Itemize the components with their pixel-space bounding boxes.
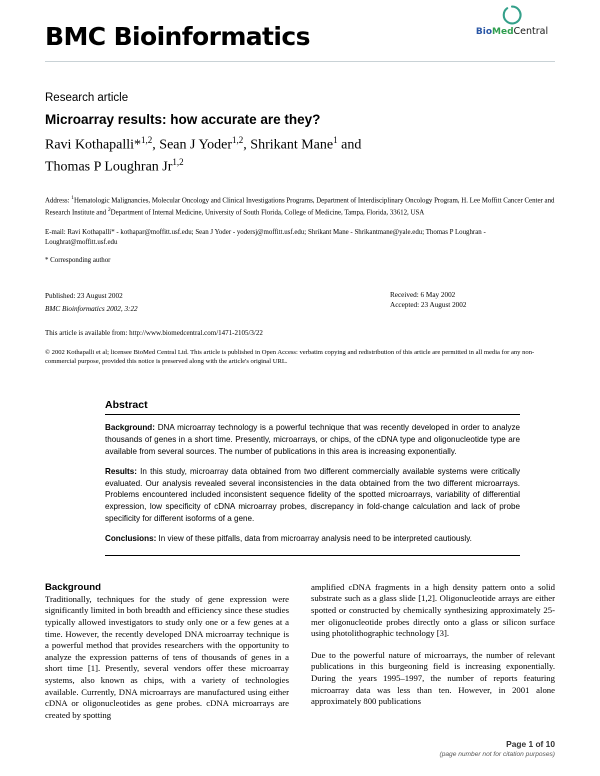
journal-citation: BMC Bioinformatics 2002, 3:22 [45,304,138,313]
masthead-divider [45,61,555,62]
affiliation-marker-1: 1 [71,195,74,202]
abstract-heading: Abstract [105,399,148,412]
received-date: Received: 6 May 2002 [390,290,456,299]
biomed-central-wordmark [469,27,555,37]
author-4-affiliation: 1,2 [172,157,184,168]
logo-central-text: Central [513,26,549,37]
abstract-background-paragraph [105,422,520,457]
body-columns [45,582,555,722]
article-url-line[interactable]: This article is available from: http://www.biomedcentral.com/1471-2105/3/22 [45,328,263,337]
publication-dates-block [45,290,555,324]
page-footer [440,739,555,758]
abstract-background-text: DNA microarray technology is a powerful technique that was recently developed in order to analyze thousands of genes in a short time. Presently, microarrays, or chips, of the cDNA type and oligonucleotide type are available from several sources. The number of publications in this area is increasing exponentially. [105,423,520,456]
published-date: Published: 23 August 2002 [45,291,123,300]
abstract-results-text: In this study, microarray data obtained from two different commercially available systems were critically evaluated. Our analysis revealed several inconsistencies in the data obtained from the two different microarrays. Problems encountered included inconsistent sequence fidelity of the spotted microarrays, variability of differential expression, low specificity of cDNA microarray probes, discrepancy in fold-change calculation and lack of probe specificity for different isoforms of a gene. [105,467,520,523]
affiliation-text-2: Department of Internal Medicine, University of South Florida, College of Medicine, Tampa, Florida, 33612, USA [110,209,425,217]
author-3-affiliation: 1 [333,135,338,145]
page-number-note: (page number not for citation purposes) [439,751,555,758]
body-left-paragraph-1: Traditionally, techniques for the study of gene expression were significantly limited in both breadth and efficiency since these studies typically allowed investigators to study only one or a few genes at a time. However, the recently developed DNA microarray technique is a powerful method that provides researchers with the opportunity to analyze the expression patterns of tens of thousands of genes in a short time [1]. Presently, several vendors offer these microarray systems, also known as chips, with a variety of technologies available. Currently, DNA microarrays are manufactured using either cDNA or oligonucleotides as gene probes. cDNA microarrays are created by spotting [45,593,289,720]
affiliation-text-1: Hematologic Malignancies, Molecular Oncology and Clinical Investigations Programs, Department of Interdisciplinary Oncology Program, H. Lee Moffitt Cancer Center and Research Institute and [45,197,555,217]
title-block [45,92,555,176]
abstract-background-label: Background: [105,423,155,433]
dates-left-column [45,290,555,316]
body-right-paragraph-2: Due to the powerful nature of microarrays, the number of relevant publications in this burgeoning field is increasing exponentially. During the years 1995–1997, the number of reports featuring microarray data was less than ten. However, in 2001 alone approximately 800 publications [311,649,555,707]
author-conjunction: and [337,137,362,153]
section-heading-background: Background [45,581,101,593]
email-block[interactable]: E-mail: Ravi Kothapalli* - kothapar@moffitt.usf.edu; Sean J Yoder - yodersj@moffitt.usf.edu; Shrikant Mane - Shrikantmane@yale.edu; Thomas P Loughran - Loughrat@moffitt.usf.edu [45,229,486,246]
accepted-date: Accepted: 23 August 2002 [390,301,467,310]
address-label: Address: [45,197,72,205]
body-column-left [45,582,289,722]
dates-right-column [390,290,466,311]
journal-title: BMC Bioinformatics [45,22,310,51]
logo-med-text: Med [492,27,514,37]
abstract-results-paragraph [105,466,520,524]
abstract-conclusions-label: Conclusions: [105,534,157,544]
author-3: , Shrikant Mane [243,137,334,153]
author-1: Ravi Kothapalli* [45,137,142,153]
abstract-body [105,415,520,544]
affiliation-marker-2: 2 [107,207,111,214]
article-title: Microarray results: how accurate are they? [45,112,321,127]
abstract-bottom-divider [105,555,520,556]
author-2: , Sean J Yoder [152,137,233,153]
author-list [45,132,555,176]
logo-bio-text: Bio [475,27,493,37]
body-column-right [311,582,555,722]
corresponding-author-note: * Corresponding author [45,257,111,265]
article-type-label: Research article [45,92,129,104]
author-1-affiliation: 1,2 [141,135,153,145]
abstract-section [105,399,520,555]
author-2-affiliation: 1,2 [232,135,244,145]
abstract-conclusions-text: In view of these pitfalls, data from microarray analysis need to be interpreted cautiously. [156,534,472,544]
page-number: Page 1 of 10 [506,739,555,749]
abstract-conclusions-paragraph [105,533,520,545]
biomed-central-logo[interactable] [469,4,555,37]
copyright-notice: © 2002 Kothapalli et al; licensee BioMed Central Ltd. This article is published in Open Access: verbatim copying and redistribution of this article are permitted in all media for any non-commercial purpose, provided this notice is preserved along with the article's original URL. [45,348,535,366]
masthead [45,0,555,70]
abstract-results-label: Results: [105,467,137,477]
biomed-arc-icon [500,4,524,26]
address-block [45,194,555,218]
author-4: Thomas P Loughran Jr [45,159,173,175]
body-right-paragraph-1: amplified cDNA fragments in a high density pattern onto a solid substrate such as a glass slide [1,2]. Oligonucleotide arrays are either spotted or constructed by chemically synthesizing approximately 25-mer oligonucleotide probes directly onto a glass or silicon surface using photolithographic technology [3]. [311,581,555,639]
